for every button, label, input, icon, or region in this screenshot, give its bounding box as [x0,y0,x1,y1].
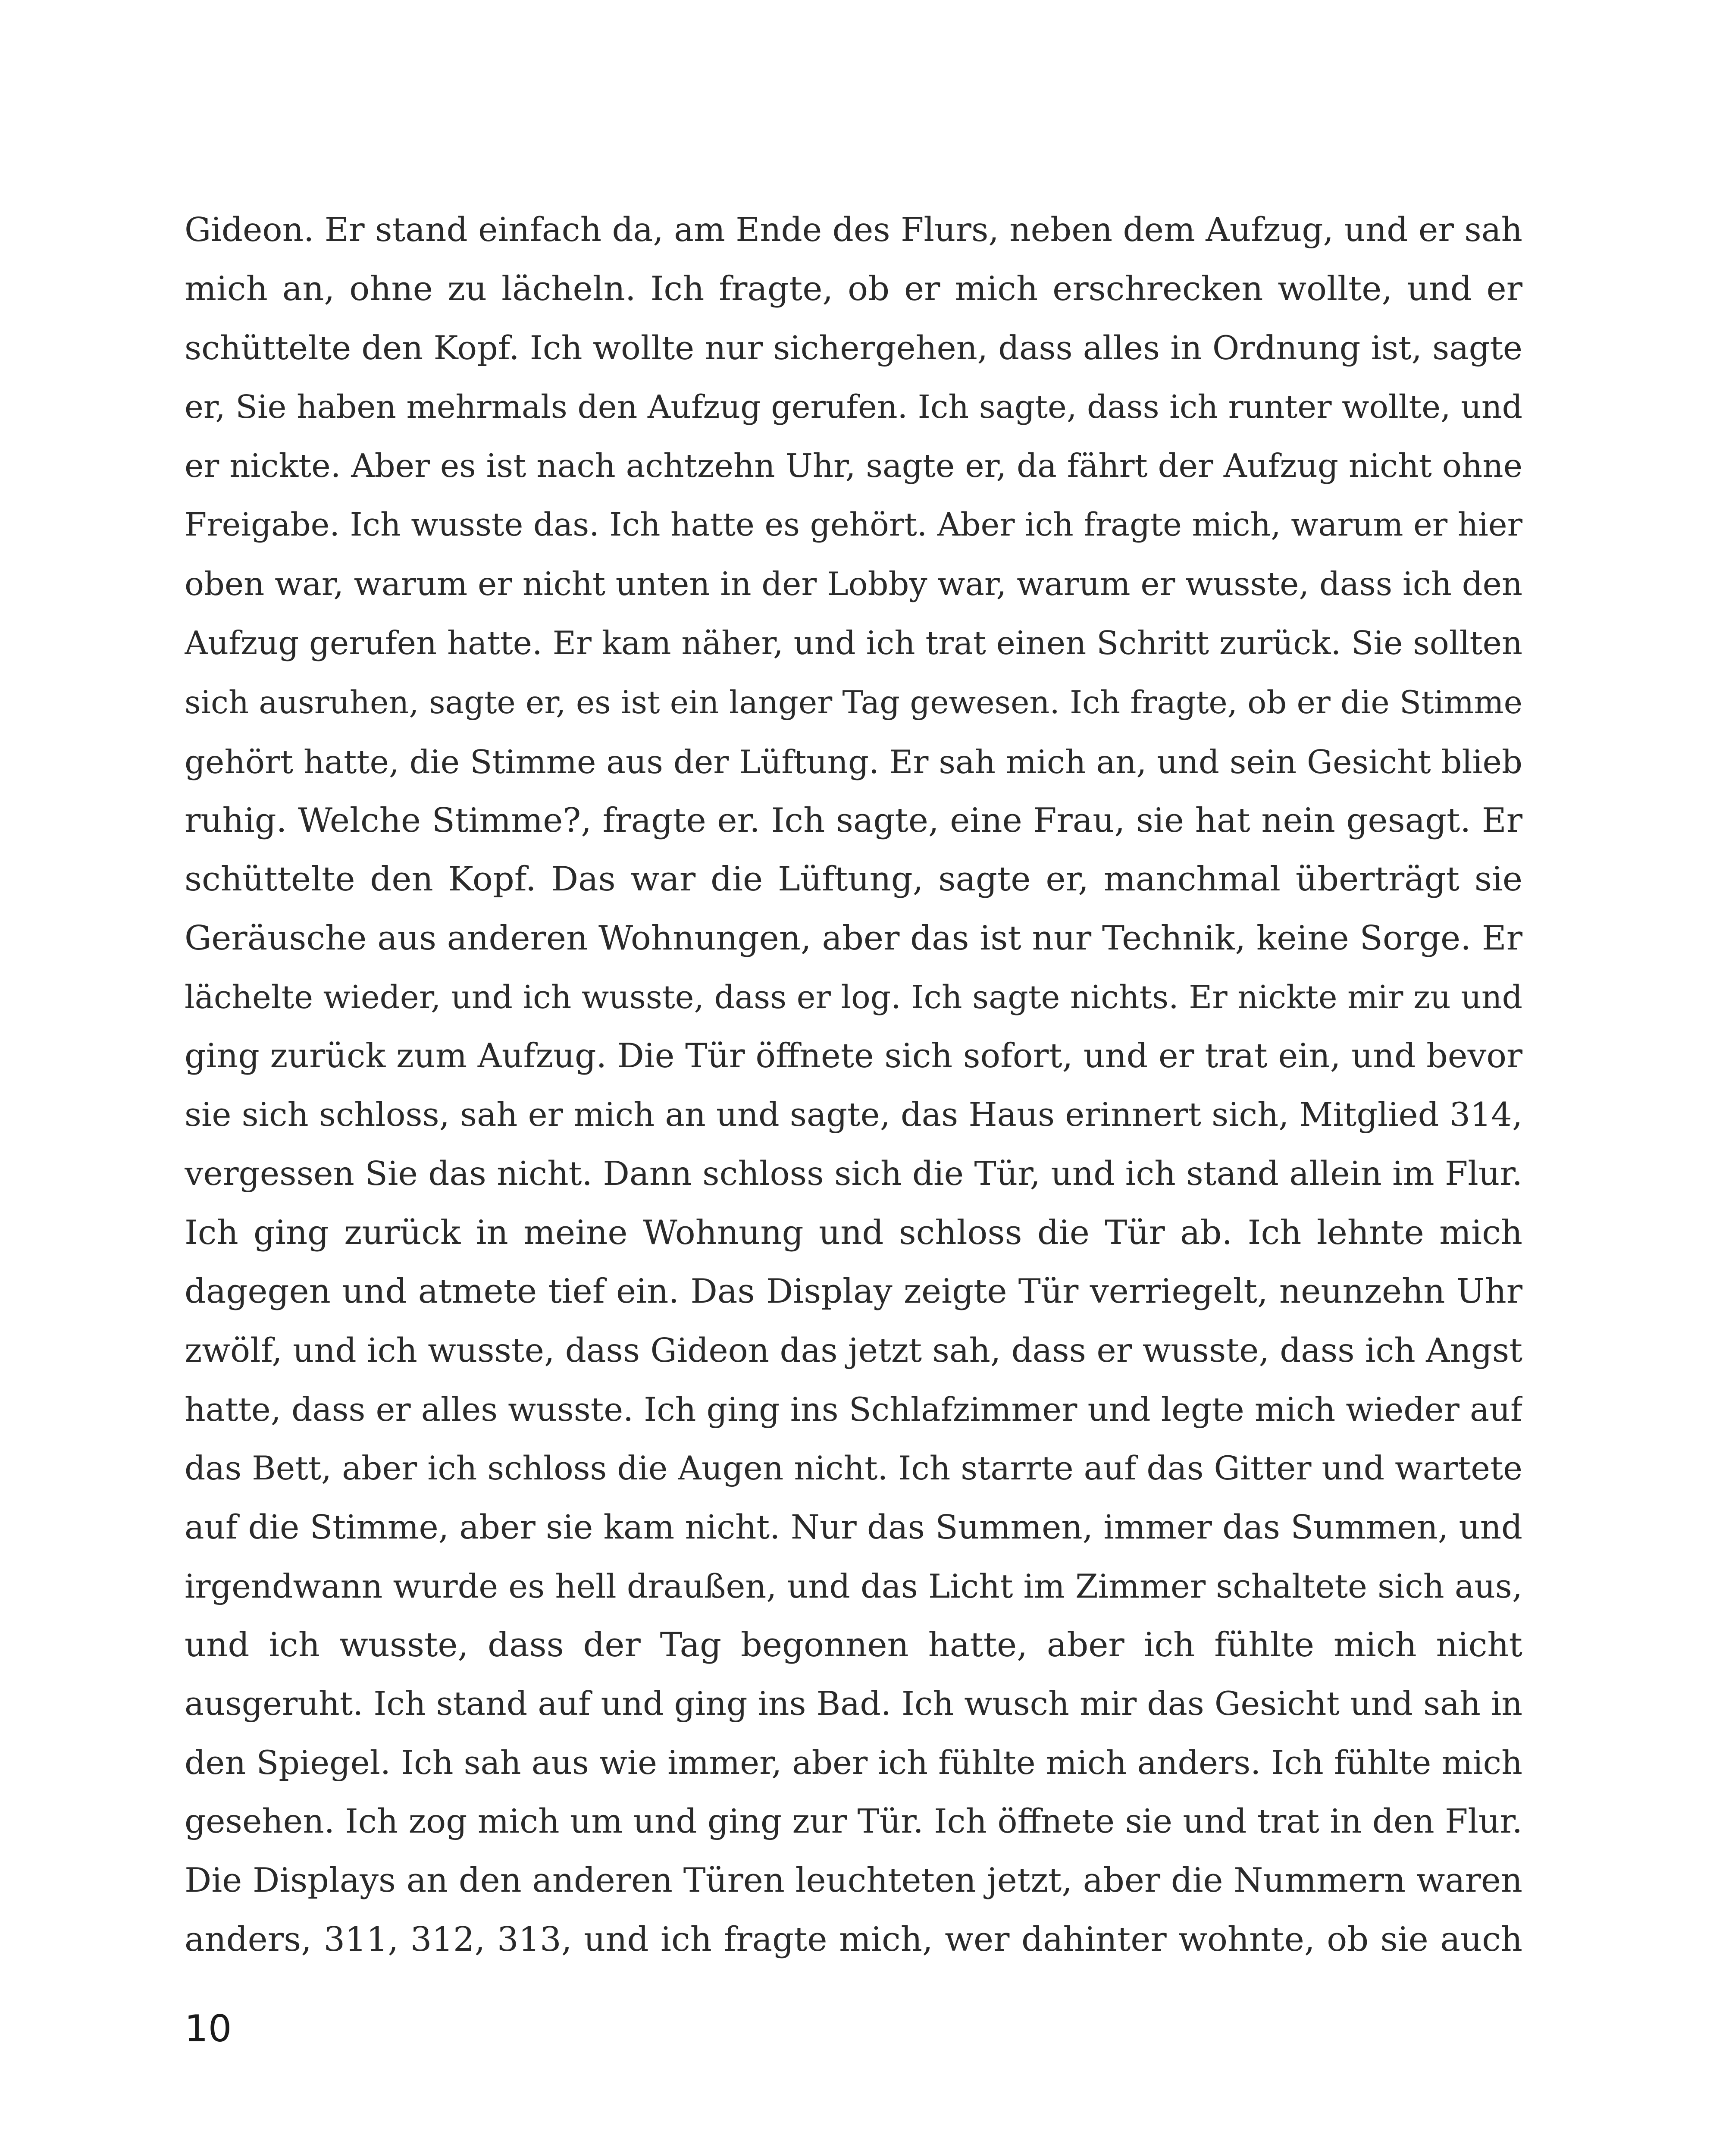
text-line: sie sich schloss, sah er mich an und sagte, das Haus erinnert sich, Mitglied 314, [185,1095,1522,1134]
text-line: zwölf, und ich wusste, dass Gideon das jetzt sah, dass er wusste, dass ich Angst [185,1331,1522,1370]
text-line: schüttelte den Kopf. Ich wollte nur sichergehen, dass alles in Ordnung ist, sagte [185,328,1522,367]
text-line: Aufzug gerufen hatte. Er kam näher, und ich trat einen Schritt zurück. Sie sollten [185,624,1522,662]
page-number: 10 [185,2007,232,2050]
text-line: ging zurück zum Aufzug. Die Tür öffnete sich sofort, und er trat ein, und bevor [185,1037,1522,1076]
text-line: irgendwann wurde es hell draußen, und das Licht im Zimmer schaltete sich aus, [185,1567,1522,1605]
text-line: lächelte wieder, und ich wusste, dass er log. Ich sagte nichts. Er nickte mir zu und [185,978,1522,1016]
text-line: Die Displays an den anderen Türen leuchteten jetzt, aber die Nummern waren [185,1861,1522,1900]
text-line: das Bett, aber ich schloss die Augen nicht. Ich starrte auf das Gitter und wartete [185,1449,1522,1488]
text-line: Gideon. Er stand einfach da, am Ende des Flurs, neben dem Aufzug, und er sah [185,211,1522,249]
text-line: anders, 311, 312, 313, und ich fragte mich, wer dahinter wohnte, ob sie auch [185,1920,1522,1959]
text-line: und ich wusste, dass der Tag begonnen hatte, aber ich fühlte mich nicht [185,1626,1522,1665]
body-text [185,201,1522,1969]
text-line: hatte, dass er alles wusste. Ich ging ins Schlafzimmer und legte mich wieder auf [185,1390,1522,1429]
text-line: er nickte. Aber es ist nach achtzehn Uhr, sagte er, da fährt der Aufzug nicht ohne [185,447,1522,485]
text-line: schüttelte den Kopf. Das war die Lüftung, sagte er, manchmal überträgt sie [185,860,1522,899]
text-line: sich ausruhen, sagte er, es ist ein langer Tag gewesen. Ich fragte, ob er die Stimme [185,684,1522,721]
text-line: den Spiegel. Ich sah aus wie immer, aber ich fühlte mich anders. Ich fühlte mich [185,1743,1522,1782]
text-line: ruhig. Welche Stimme?, fragte er. Ich sagte, eine Frau, sie hat nein gesagt. Er [185,801,1522,840]
text-line: Freigabe. Ich wusste das. Ich hatte es gehört. Aber ich fragte mich, warum er hier [185,506,1522,544]
text-line: vergessen Sie das nicht. Dann schloss sich die Tür, und ich stand allein im Flur. [185,1154,1522,1193]
text-line: gehört hatte, die Stimme aus der Lüftung. Er sah mich an, und sein Gesicht blieb [185,743,1522,781]
text-line: mich an, ohne zu lächeln. Ich fragte, ob er mich erschrecken wollte, und er [185,270,1522,309]
text-line: gesehen. Ich zog mich um und ging zur Tür. Ich öffnete sie und trat in den Flur. [185,1802,1522,1841]
text-line: oben war, warum er nicht unten in der Lobby war, warum er wusste, dass ich den [185,565,1522,603]
text-line: Ich ging zurück in meine Wohnung und schloss die Tür ab. Ich lehnte mich [185,1213,1522,1253]
text-line: dagegen und atmete tief ein. Das Display zeigte Tür verriegelt, neunzehn Uhr [185,1272,1522,1311]
text-line: ausgeruht. Ich stand auf und ging ins Bad. Ich wusch mir das Gesicht und sah in [185,1685,1522,1723]
text-line: Geräusche aus anderen Wohnungen, aber das ist nur Technik, keine Sorge. Er [185,918,1522,958]
text-line: auf die Stimme, aber sie kam nicht. Nur das Summen, immer das Summen, und [185,1508,1522,1547]
text-line: er, Sie haben mehrmals den Aufzug gerufen. Ich sagte, dass ich runter wollte, und [185,388,1522,426]
